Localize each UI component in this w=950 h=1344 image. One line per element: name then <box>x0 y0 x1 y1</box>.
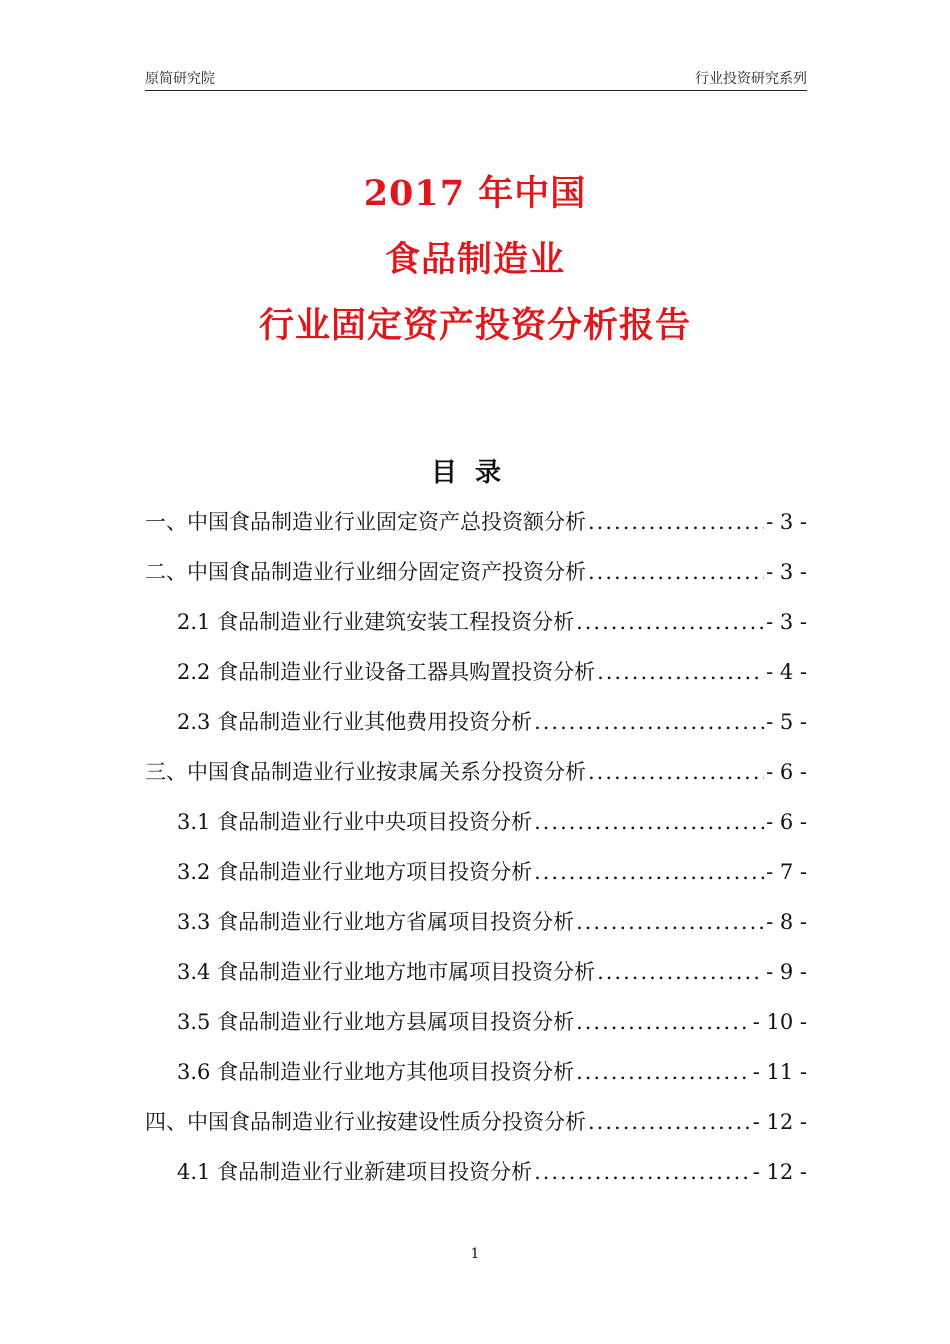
toc-leader <box>576 610 764 634</box>
header-series: 行业投资研究系列 <box>695 71 807 87</box>
toc-entry-label: 2.2 食品制造业行业设备工器具购置投资分析 <box>177 660 596 684</box>
toc-entry[interactable] <box>177 1056 807 1088</box>
toc-entry-page: - 9 - <box>766 960 807 984</box>
toc-entry[interactable] <box>177 906 807 938</box>
toc-leader <box>534 710 764 734</box>
toc-entry-label: 3.2 食品制造业行业地方项目投资分析 <box>177 860 533 884</box>
toc-heading: 目录 <box>430 458 519 488</box>
toc-entry-label: 4.1 食品制造业行业新建项目投资分析 <box>177 1160 533 1184</box>
toc-entry[interactable] <box>177 1156 807 1188</box>
toc-entry-page: - 4 - <box>766 660 807 684</box>
toc-leader <box>534 860 764 884</box>
toc-entry-label: 3.6 食品制造业行业地方其他项目投资分析 <box>177 1060 575 1084</box>
toc-leader <box>588 1110 751 1134</box>
toc-entry[interactable] <box>145 506 807 538</box>
toc-leader <box>588 510 764 534</box>
toc-entry-page: - 3 - <box>766 610 807 634</box>
toc-entry-label: 三、中国食品制造业行业按隶属关系分投资分析 <box>145 760 586 784</box>
title-line-2: 食品制造业 <box>384 239 565 280</box>
toc-leader <box>534 1160 751 1184</box>
toc-entry-page: - 3 - <box>766 560 807 584</box>
toc-entry-page: - 7 - <box>766 860 807 884</box>
toc-entry[interactable] <box>177 706 807 738</box>
toc-entry-page: - 6 - <box>766 760 807 784</box>
toc-entry-label: 3.4 食品制造业行业地方地市属项目投资分析 <box>177 960 596 984</box>
toc-leader <box>576 1010 751 1034</box>
toc-entry-page: - 6 - <box>766 810 807 834</box>
toc-entry[interactable] <box>177 956 807 988</box>
toc-entry[interactable] <box>177 856 807 888</box>
toc-entry-label: 3.3 食品制造业行业地方省属项目投资分析 <box>177 910 575 934</box>
toc-entry-page: - 12 - <box>752 1160 807 1184</box>
toc-entry[interactable] <box>177 656 807 688</box>
toc-leader <box>597 960 764 984</box>
title-line-1: 2017 年中国 <box>363 173 587 214</box>
toc-entry-page: - 5 - <box>766 710 807 734</box>
toc-entry-label: 2.1 食品制造业行业建筑安装工程投资分析 <box>177 610 575 634</box>
toc-entry-label: 二、中国食品制造业行业细分固定资产投资分析 <box>145 560 586 584</box>
toc-entry[interactable] <box>145 556 807 588</box>
toc-entry-label: 3.1 食品制造业行业中央项目投资分析 <box>177 810 533 834</box>
toc-entry-label: 2.3 食品制造业行业其他费用投资分析 <box>177 710 533 734</box>
toc-entry-page: - 8 - <box>766 910 807 934</box>
toc-entry[interactable] <box>177 806 807 838</box>
toc-leader <box>534 810 764 834</box>
toc-leader <box>576 1060 751 1084</box>
toc-leader <box>576 910 764 934</box>
toc-entry[interactable] <box>145 1106 807 1138</box>
page-number: 1 <box>470 1246 480 1262</box>
toc-entry-page: - 11 - <box>752 1060 807 1084</box>
toc-leader <box>588 560 764 584</box>
toc-entry-page: - 12 - <box>752 1110 807 1134</box>
toc-entry-page: - 10 - <box>752 1010 807 1034</box>
header-publisher: 原简研究院 <box>145 71 215 87</box>
toc-entry-label: 一、中国食品制造业行业固定资产总投资额分析 <box>145 510 586 534</box>
toc-entry[interactable] <box>177 606 807 638</box>
page-header <box>145 66 807 91</box>
toc-entry-label: 四、中国食品制造业行业按建设性质分投资分析 <box>145 1110 586 1134</box>
toc-leader <box>597 660 764 684</box>
toc-entry[interactable] <box>145 756 807 788</box>
toc-entry-label: 3.5 食品制造业行业地方县属项目投资分析 <box>177 1010 575 1034</box>
toc-leader <box>588 760 764 784</box>
title-line-3: 行业固定资产投资分析报告 <box>258 305 691 346</box>
toc-entry[interactable] <box>177 1006 807 1038</box>
report-title <box>0 173 950 374</box>
toc-entry-page: - 3 - <box>766 510 807 534</box>
